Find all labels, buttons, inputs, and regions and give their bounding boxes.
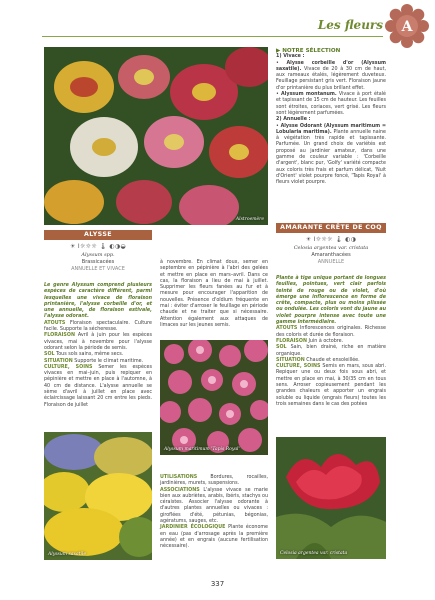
- atouts-label: ATOUTS: [276, 326, 298, 332]
- badge-letter: A: [401, 19, 413, 35]
- intro-text: Plante à tige unique portant de longues feuilles, pointues, vert clair parfois teinté de rouge ou de violet, d'où émerge une inflorescence en forme de crête, compacte, plus ou moins plissée ou ondulée. Les coloris vont du jaune au violet pourpre intense avec toute une gamme intermédiaire.: [276, 276, 386, 326]
- vivace-heading: 1) Vivace :: [276, 54, 305, 60]
- sol-label: SOL: [276, 345, 287, 351]
- culture-continued-text: à novembre. En climat doux, semer en septembre en pépinière à l'abri des gelées et mettre en place en mars–avril. Dans ce cas, la floraison a lieu de mai à juillet. Supprimer les fleurs fanées au fur et à mesure pour encourager l'apparition de nouvelles. Présence d'oïdium fréquente en mai : éviter d'arroser le feuillage en période chaude et ne traiter que si nécessaire. Attention également aux attaques de limaces sur les jeunes semis.: [160, 260, 268, 328]
- situation-text: Supporte le climat maritime.: [74, 358, 144, 364]
- photo-caption: Alyssum maritimum 'Tapis Royal': [164, 447, 240, 452]
- associations-text: L'alysse vivace se marie bien aux aubriètes, arabis, ibéris, stachys ou céraistes. Associer l'alysse odorante à d'autres plantes annuelles ou vivaces : giroflées d'été, pétunias, bégonias, agératums, sauges, etc.: [160, 487, 268, 525]
- page-number: 337: [210, 580, 225, 588]
- sol-text: Sain, bien drainé, riche en matière organique.: [276, 345, 387, 357]
- section-title: Les fleurs: [317, 18, 383, 32]
- associations-label: ASSOCIATIONS: [160, 487, 200, 493]
- family-name: Amaranthacées: [311, 252, 351, 258]
- plant-name-bar: AMARANTE CRÊTE DE COQ: [276, 223, 386, 233]
- amarante-description: [276, 276, 386, 408]
- selection-title: ▶ NOTRE SÉLECTION: [276, 48, 341, 54]
- intro-text: Le genre Alyssum comprend plusieurs espèces de caractère différent, parmi lesquelles une vivace de floraison printanière, l'alysse corbeille d'or, et une annuelle, de floraison estivale, l'alysse odorant.: [44, 283, 152, 320]
- atouts-text: Floraison spectaculaire. Culture facile. Supporte la sécheresse.: [44, 320, 152, 333]
- situation-label: SITUATION: [276, 357, 305, 363]
- culture-label: CULTURE, SOINS: [44, 364, 93, 370]
- photo-caption: Celosia argentea var. cristata: [280, 551, 348, 556]
- floraison-text: Avril à juin pour les espèces vivaces, mai à novembre pour l'alysse odorant selon la période de semis.: [44, 333, 152, 351]
- sol-text: Tous sols sains, même secs.: [56, 352, 124, 358]
- care-icons: ☀ I☼☼☼ 🌡 ◐◑: [305, 236, 357, 243]
- vivace-1-name: Alysse corbeille d'or (Alyssum saxatile).: [276, 60, 386, 72]
- latin-name: Alyssum spp.: [81, 252, 115, 258]
- celosia-illustration: [276, 437, 386, 559]
- sol-label: SOL: [44, 352, 55, 358]
- vivace-2-text: Vivace à port étalé et tapissant de 15 cm de hauteur. Les feuilles sont étroites, coriaces, vert grisé. Les fleurs sont légèrement parfumées.: [276, 92, 386, 116]
- culture-label: CULTURE, SOINS: [276, 364, 321, 370]
- photo-alstroemere: [44, 47, 268, 225]
- plant-type: ANNUELLE ET VIVACE: [71, 266, 125, 272]
- culture-text: Semis en mars, sous abri. Repiquer une ou deux fois sous abri, et mettre en place en mai, à 30/35 cm en tous sens. Arroser copieusement pendant les grandes chaleurs et apporter un engrais soluble ou liquide (engrais fleurs) toutes les trois semaines dans le cas des potées: [276, 364, 386, 407]
- photo-alyssum-saxatile: [44, 432, 152, 560]
- situation-text: Chaude et ensoleillée.: [306, 357, 360, 363]
- alysse-uses: [160, 475, 268, 551]
- vivace-1-text: Vivace de 20 à 30 cm de haut, aux rameaux étalés, légèrement duveteux. Feuillage persistant gris vert. Floraison jaune d'or printanière du plus brillant effet.: [276, 66, 386, 91]
- vivace-2-name: Alyssum montanum.: [280, 92, 337, 98]
- floraison-text: Juin à octobre.: [308, 338, 344, 344]
- plant-name-bar: ALYSSE: [44, 230, 152, 240]
- family-name: Brassicacées: [81, 259, 115, 265]
- alysse-culture-continued: [160, 260, 268, 329]
- alyssum-maritimum-illustration: [160, 340, 268, 455]
- section-badge: [385, 4, 429, 48]
- photo-caption: Alstroemère: [235, 217, 264, 222]
- care-icons: ☀ I☼☼☼ 🌡 ◐◑◒: [70, 243, 126, 250]
- selection-box: ▶ NOTRE SÉLECTION 1) Vivace : • Alysse corbeille d'or (Alyssum saxatile). Vivace de 20 à 30 cm de haut, aux rameaux étalés, légèrement duveteux. Feuillage persistant gris vert. Floraison jaune d'or printanière du plus brillant effet. • Alyssum montanum. Vivace à port étalé et tapissant de 15 cm de hauteur. Les feuilles sont étroites, coriaces, vert grisé. Les fleurs sont légèrement parfumées. 2) Annuelle : • Alysse Odorant (Alyssum maritimum = Lobularia maritima). Plante annuelle naine à végétation très rapide et tapissante. Parfumée. Un grand choix de variétés est proposé au jardinier amateur, dans une gamme de couleur variable : 'Corbeille d'argent', blanc pur, 'Golfy' variété compacte aux coloris très frais et parfum délicat, 'Nuit d'Orient' violet pourpre foncé, 'Tapis Royal' à fleurs violet pourpre.: [276, 48, 386, 186]
- jardinier-text: Plante économe en eau (pas d'arrosage après la première année) et en engrais (aucune fertilisation nécessaire).: [160, 525, 268, 550]
- utilisations-text: Bordures, rocailles, jardinières, murets, suspensions.: [160, 475, 268, 487]
- alstroemeria-flowers-illustration: [44, 47, 268, 225]
- atouts-text: Inflorescences originales. Richesse des coloris et durée de floraison.: [276, 326, 386, 338]
- plant-type: ANNUELLE: [317, 259, 345, 265]
- culture-text: Semer les espèces vivaces en mai–juin, puis repiquer en pépinière et mettre en place à l'automne, à 40 cm de distance. L'alysse annuelle se sème d'avril à juillet en place avec éclaircissage laissant 20 cm entre les pieds. Floraison de juillet: [44, 364, 152, 408]
- photo-celosia: [276, 437, 386, 559]
- floraison-label: FLORAISON: [276, 338, 307, 344]
- utilisations-label: UTILISATIONS: [160, 475, 198, 480]
- atouts-label: ATOUTS: [44, 320, 66, 326]
- jardinier-label: JARDINIER ÉCOLOGIQUE: [160, 525, 226, 531]
- annuelle-1-name: Alysse Odorant (Alyssum maritimum = Lobularia maritima).: [276, 123, 386, 135]
- flower-badge-icon: [385, 4, 429, 48]
- situation-label: SITUATION: [44, 358, 73, 364]
- header-rule: [42, 36, 383, 37]
- annuelle-1-text: Plante annuelle naine à végétation très rapide et tapissante. Parfumée. Un grand choix de variétés est proposé au jardinier amateur, dans une gamme de couleur variable : 'Corbeille d'argent', blanc pur, 'Golfy' variété compacte aux coloris très frais et parfum délicat, 'Nuit d'Orient' violet pourpre foncé, 'Tapis Royal' à fleurs violet pourpre.: [276, 129, 386, 186]
- floraison-label: FLORAISON: [44, 333, 75, 339]
- alyssum-saxatile-illustration: [44, 432, 152, 560]
- alysse-description: [44, 283, 152, 409]
- photo-caption: Alyssum saxatile: [48, 552, 87, 557]
- latin-name: Celosia argentea var. cristata: [293, 245, 369, 251]
- annuelle-heading: 2) Annuelle :: [276, 117, 311, 123]
- photo-alyssum-maritimum: [160, 340, 268, 455]
